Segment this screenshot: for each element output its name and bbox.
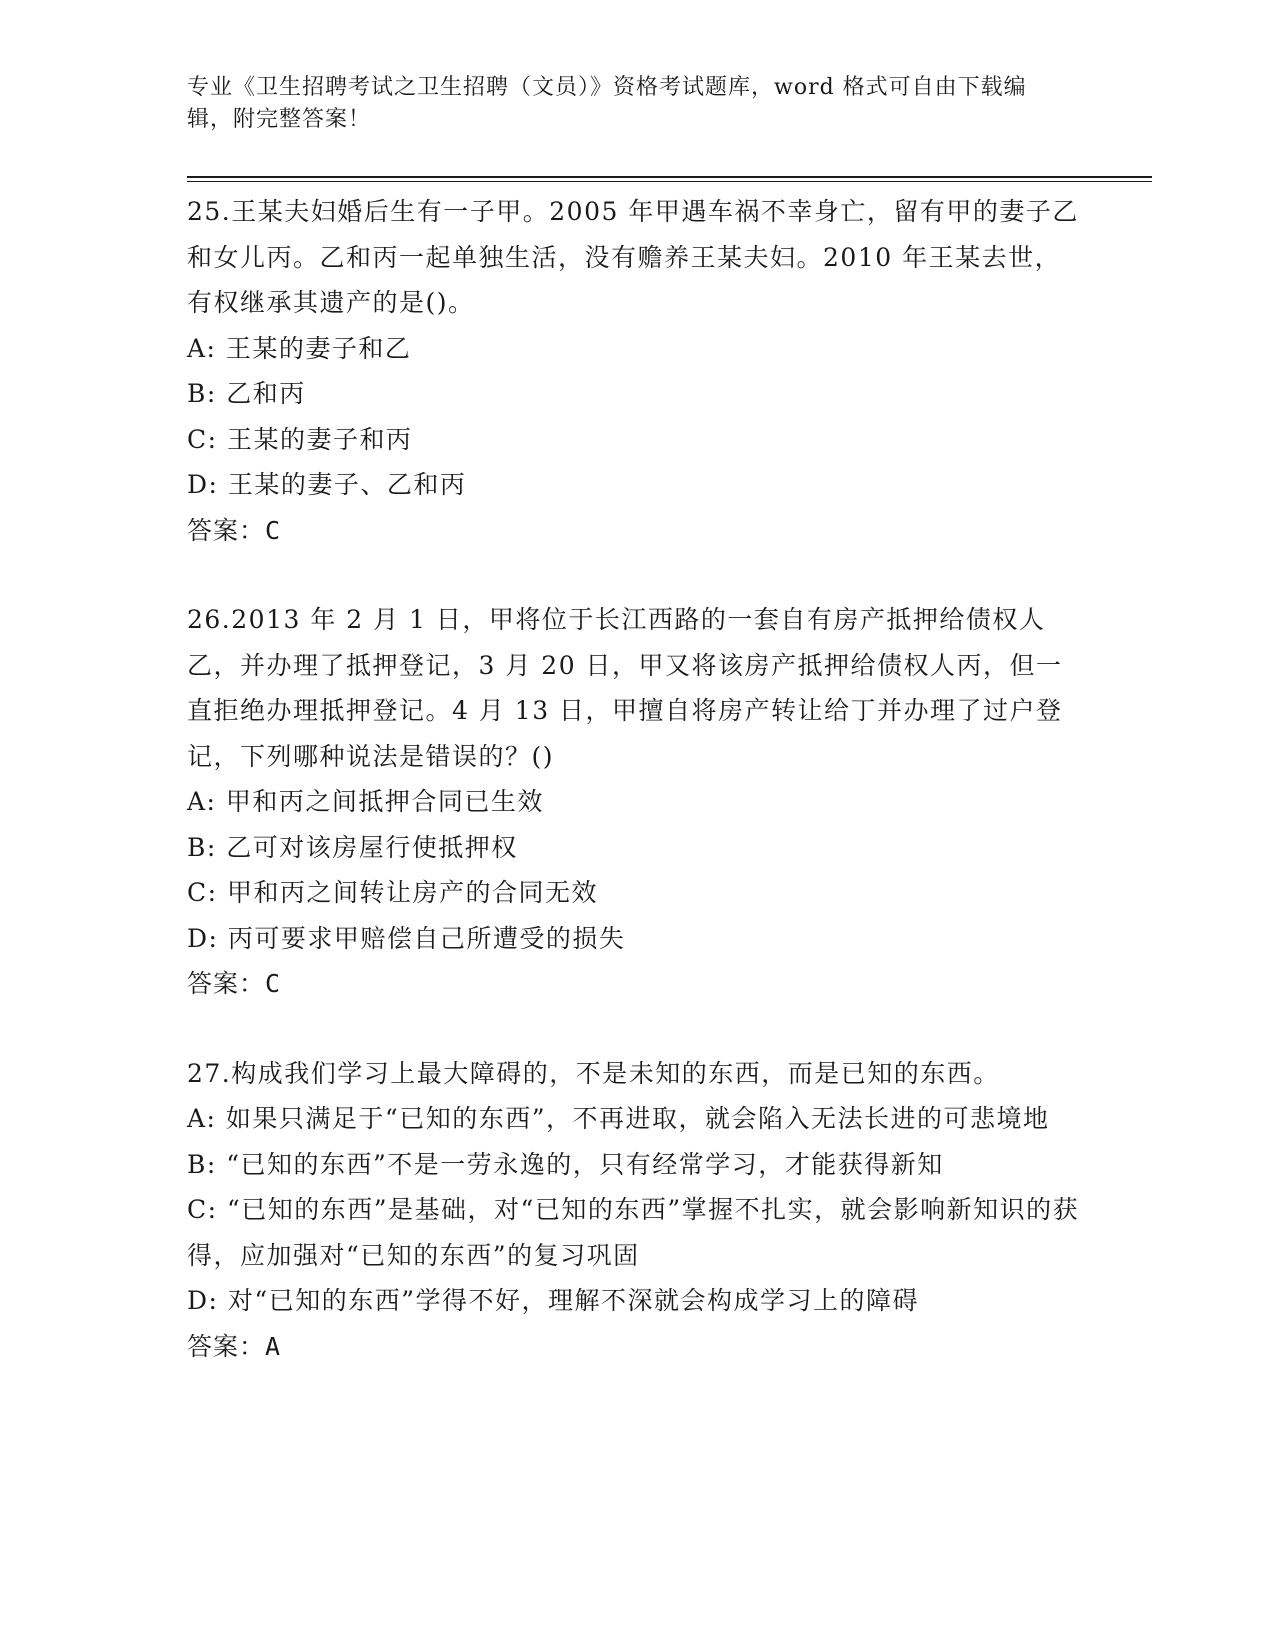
answer-label: 答案： <box>187 969 266 998</box>
option-a: A: 甲和丙之间抵押合同已生效 <box>187 787 544 816</box>
answer-line <box>187 508 1087 554</box>
question-26 <box>187 597 1087 1007</box>
header-rule-thick <box>187 176 1152 178</box>
answer-line <box>187 961 1087 1007</box>
option-b: B: 乙可对该房屋行使抵押权 <box>187 832 518 862</box>
option-d: D: 对“已知的东西”学得不好，理解不深就会构成学习上的障碍 <box>187 1286 919 1315</box>
option-b: B: 乙和丙 <box>187 379 306 408</box>
question-25 <box>187 189 1087 553</box>
question-stem: 26.2013 年 2 月 1 日，甲将位于长江西路的一套自有房产抵押给债权人乙，并办理了抵押登记，3 月 20 日，甲又将该房产抵押给债权人丙，但一直拒绝办理抵押登记。4 月 13 日，甲擅自将房产转让给丁并办理了过户登记，下列哪种说法是错误的？() <box>187 605 1063 771</box>
page-header: 专业《卫生招聘考试之卫生招聘（文员）》资格考试题库，word 格式可自由下载编辑，附完整答案！ <box>187 75 1027 132</box>
answer-key: C <box>265 515 282 545</box>
option-a: A: 王某的妻子和乙 <box>187 333 412 363</box>
option-d: D: 王某的妻子、乙和丙 <box>187 470 467 499</box>
option-b: B: “已知的东西”不是一劳永逸的，只有经常学习，才能获得新知 <box>187 1149 944 1179</box>
answer-label: 答案： <box>187 515 266 545</box>
answer-key: A <box>265 1331 282 1361</box>
option-a: A: 如果只满足于“已知的东西”，不再进取，就会陷入无法长进的可悲境地 <box>187 1104 1050 1133</box>
header-rule-thin <box>187 181 1152 182</box>
answer-key: C <box>265 969 282 998</box>
question-27 <box>187 1051 1087 1370</box>
question-list <box>187 189 1087 1413</box>
option-c: C: 甲和丙之间转让房产的合同无效 <box>187 878 598 907</box>
option-c: C: “已知的东西”是基础，对“已知的东西”掌握不扎实，就会影响新知识的获得，应加强对“已知的东西”的复习巩固 <box>187 1195 1080 1270</box>
question-stem: 25.王某夫妇婚后生有一子甲。2005 年甲遇车祸不幸身亡，留有甲的妻子乙和女儿丙。乙和丙一起单独生活，没有赡养王某夫妇。2010 年王某去世，有权继承其遗产的是()。 <box>187 197 1079 317</box>
option-d: D: 丙可要求甲赔偿自己所遭受的损失 <box>187 923 626 953</box>
answer-line <box>187 1324 1087 1370</box>
answer-label: 答案： <box>187 1331 266 1361</box>
option-c: C: 王某的妻子和丙 <box>187 424 413 454</box>
question-stem: 27.构成我们学习上最大障碍的，不是未知的东西，而是已知的东西。 <box>187 1058 1000 1088</box>
